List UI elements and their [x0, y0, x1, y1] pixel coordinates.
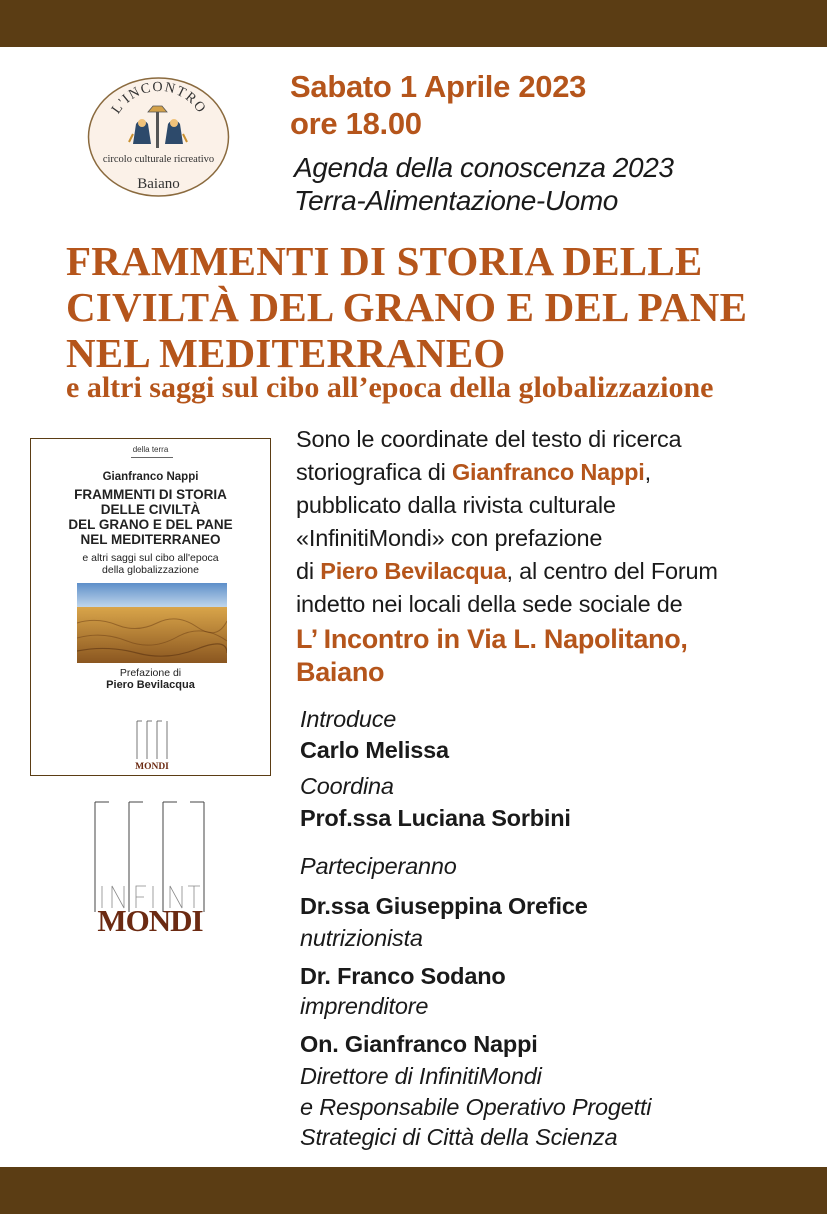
cover-publisher: della terra	[132, 445, 169, 454]
cover-title-line: DEL GRANO E DEL PANE	[68, 517, 233, 532]
description-line: indetto nei locali della sede sociale de	[296, 591, 683, 617]
cover-preface-author: Piero Bevilacqua	[106, 679, 195, 691]
cover-subtitle	[31, 552, 270, 576]
agenda-line1: Agenda della conoscenza 2023	[294, 152, 674, 183]
cover-preface-label: Prefazione di	[119, 667, 182, 679]
agenda	[294, 151, 674, 217]
cover-author: Gianfranco Nappi	[102, 471, 199, 483]
agenda-line2: Terra-Alimentazione-Uomo	[294, 185, 618, 216]
event-time: ore 18.00	[290, 106, 422, 141]
intro-name: Carlo Melissa	[300, 737, 449, 763]
coord-name: Prof.ssa Luciana Sorbini	[300, 805, 571, 831]
cover-mini-logo-text: MONDI	[135, 762, 169, 771]
top-band	[0, 0, 827, 47]
event-date: Sabato 1 Aprile 2023	[290, 69, 587, 104]
participant-role: nutrizionista	[300, 925, 423, 951]
logo-town: Baiano	[137, 176, 180, 192]
venue-line2: Baiano	[296, 657, 385, 687]
main-subtitle: e altri saggi sul cibo all’epoca della globalizzazione	[66, 371, 714, 404]
participant-role: Direttore di InfinitiMondi	[300, 1063, 542, 1089]
title-line3: NEL MEDITERRANEO	[66, 330, 506, 376]
participant-role: e Responsabile Operativo Progetti	[300, 1094, 652, 1120]
participant-name: Dr.ssa Giuseppina Orefice	[300, 893, 588, 919]
cover-divider	[131, 457, 173, 458]
cover-title	[31, 487, 270, 547]
venue	[296, 623, 688, 689]
cover-subtitle-line: e altri saggi sul cibo all'epoca	[82, 552, 219, 564]
participant-name: On. Gianfranco Nappi	[300, 1031, 538, 1057]
description	[296, 423, 816, 621]
preface-author-name: Piero Bevilacqua	[320, 558, 507, 584]
main-title	[66, 238, 747, 376]
description-line: di Piero Bevilacqua, al centro del Forum	[296, 558, 718, 584]
wheat-field-image	[77, 583, 227, 663]
participants-label: Parteciperanno	[300, 853, 457, 879]
logo-arc-text: L'INCONTRO	[109, 79, 209, 117]
intro-label: Introduce	[300, 706, 397, 732]
title-line2: CIVILTÀ DEL GRANO E DEL PANE	[66, 284, 748, 330]
title-line1: FRAMMENTI DI STORIA DELLE	[66, 238, 703, 284]
infinitimondi-logo-text: MONDI	[97, 903, 203, 934]
cover-mini-logo	[133, 719, 171, 771]
infinitimondi-logo	[92, 800, 208, 934]
author-name: Gianfranco Nappi	[451, 459, 645, 485]
cover-title-line: DELLE CIVILTÀ	[100, 502, 201, 517]
event-datetime	[290, 68, 586, 142]
participant-role: imprenditore	[300, 993, 429, 1019]
description-line: pubblicato dalla rivista culturale	[296, 492, 616, 518]
coord-label: Coordina	[300, 773, 394, 799]
participant-name: Dr. Franco Sodano	[300, 963, 506, 989]
incontro-logo	[86, 76, 231, 198]
book-cover	[30, 438, 271, 776]
cover-title-line: FRAMMENTI DI STORIA	[74, 487, 227, 502]
cover-title-line: NEL MEDITERRANEO	[80, 532, 221, 547]
cover-subtitle-line: della globalizzazione	[102, 564, 199, 576]
description-line: storiografica di Gianfranco Nappi,	[296, 459, 651, 485]
participant-role: Strategici di Città della Scienza	[300, 1124, 618, 1150]
venue-line1: L’ Incontro in Via L. Napolitano,	[296, 624, 688, 654]
bottom-band	[0, 1167, 827, 1214]
logo-inner-text: circolo culturale ricreativo	[102, 154, 215, 165]
description-line: «InfinitiMondi» con prefazione	[296, 525, 603, 551]
description-line: Sono le coordinate del testo di ricerca	[296, 426, 682, 452]
